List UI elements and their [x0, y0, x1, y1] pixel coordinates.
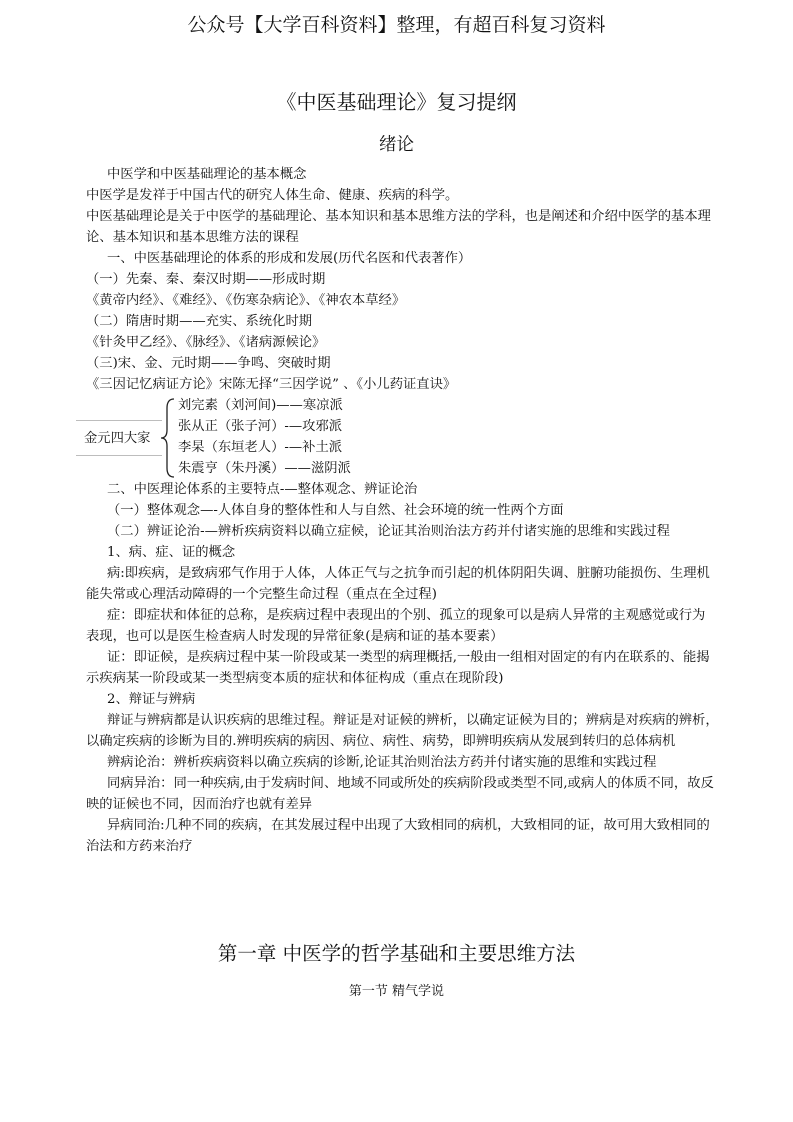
page-header: 公众号【大学百科资料】整理，有超百科复习资料: [187, 14, 606, 36]
jinyuan-item: 朱震亨（朱丹溪）——滋阴派: [178, 461, 351, 476]
text-line: 辩证与辨病都是认识疾病的思维过程。辩证是对证候的辨析，以确定证候为目的；辨病是对疾病的辨析，: [107, 713, 719, 728]
text-line: 一、中医基础理论的体系的形成和发展(历代名医和代表著作）: [107, 251, 472, 266]
text-line: （二）隋唐时期——充实、系统化时期: [86, 314, 313, 329]
text-line: 以确定疾病的诊断为目的.辨明疾病的病因、病位、病性、病势，即辨明疾病从发展到转归的总体病机: [86, 734, 676, 749]
section-heading-intro: 绪论: [379, 135, 414, 155]
text-line: 能失常或心理活动障碍的一个完整生命过程（重点在全过程): [86, 587, 437, 602]
text-line: 《针灸甲乙经》、《脉经》、《诸病源候论》: [86, 335, 326, 350]
text-line: （一）整体观念—-人体自身的整体性和人与自然、社会环境的统一性两个方面: [107, 503, 564, 518]
text-line: 2、辩证与辨病: [107, 692, 196, 707]
text-line: （一）先秦、秦、秦汉时期——形成时期: [86, 272, 326, 287]
text-line: 《黄帝内经》、《难经》、《伤寒杂病论》、《神农本草经》: [86, 293, 406, 308]
text-line: （二）辨证论治-—辨析疾病资料以确立症候，论证其治则治法方药并付诸实施的思维和实践过程: [107, 524, 670, 539]
text-line: 映的证候也不同，因而治疗也就有差异: [86, 797, 313, 812]
jinyuan-item: 张从正（张子河）-—攻邪派: [178, 419, 343, 434]
jinyuan-item: 刘完素（刘河间)——寒凉派: [178, 398, 343, 413]
jinyuan-label: 金元四大家: [84, 431, 151, 446]
text-line: （三)宋、金、元时期——争鸣、突破时期: [86, 356, 331, 371]
document-title: 《中医基础理论》复习提纲: [276, 90, 517, 114]
text-line: 症：即症状和体征的总称，是疾病过程中表现出的个别、孤立的现象可以是病人异常的主观感觉或行为: [107, 608, 706, 623]
text-line: 二、中医理论体系的主要特点-—整体观念、辨证论治: [107, 482, 418, 497]
text-line: 示疾病某一阶段或某一类型病变本质的症状和体征构成（重点在现阶段): [86, 671, 504, 686]
text-line: 辨病论治：辨析疾病资料以确立疾病的诊断,论证其治则治法方药并付诸实施的思维和实践过程: [107, 755, 657, 770]
text-line: 病:即疾病，是致病邪气作用于人体，人体正气与之抗争而引起的机体阴阳失调、脏腑功能损伤、生理机: [107, 566, 710, 581]
text-line: 中医学和中医基础理论的基本概念: [107, 167, 307, 182]
text-line: 异病同治:几种不同的疾病，在其发展过程中出现了大致相同的病机，大致相同的证，故可用大致相同的: [107, 818, 710, 833]
text-line: 论、基本知识和基本思维方法的课程: [86, 230, 299, 245]
text-line: 表现，也可以是医生检查病人时发现的异常征象(是病和证的基本要素）: [86, 629, 504, 644]
text-line: 证：即证候，是疾病过程中某一阶段或某一类型的病理概括,一般由一组相对固定的有内在联系的、能揭: [107, 650, 710, 665]
section-title: 第一节 精气学说: [348, 984, 445, 999]
text-line: 同病异治：同一种疾病,由于发病时间、地域不同或所处的疾病阶段或类型不同,或病人的体质不同，故反: [107, 776, 714, 791]
text-line: 中医基础理论是关于中医学的基础理论、基本知识和基本思维方法的学科，也是阐述和介绍中医学的基本理: [86, 209, 711, 224]
text-line: 1、病、症、证的概念: [107, 545, 236, 560]
jinyuan-item: 李杲（东垣老人）-—补土派: [178, 440, 343, 455]
curly-brace-icon: [160, 398, 176, 478]
chapter-title: 第一章 中医学的哲学基础和主要思维方法: [217, 942, 576, 965]
text-line: 治法和方药来治疗: [86, 839, 193, 854]
text-line: 《三因记忆病证方论》宋陈无择“三因学说” 、《小儿药证直诀》: [86, 377, 457, 392]
text-line: 中医学是发祥于中国古代的研究人体生命、健康、疾病的科学。: [86, 188, 459, 203]
